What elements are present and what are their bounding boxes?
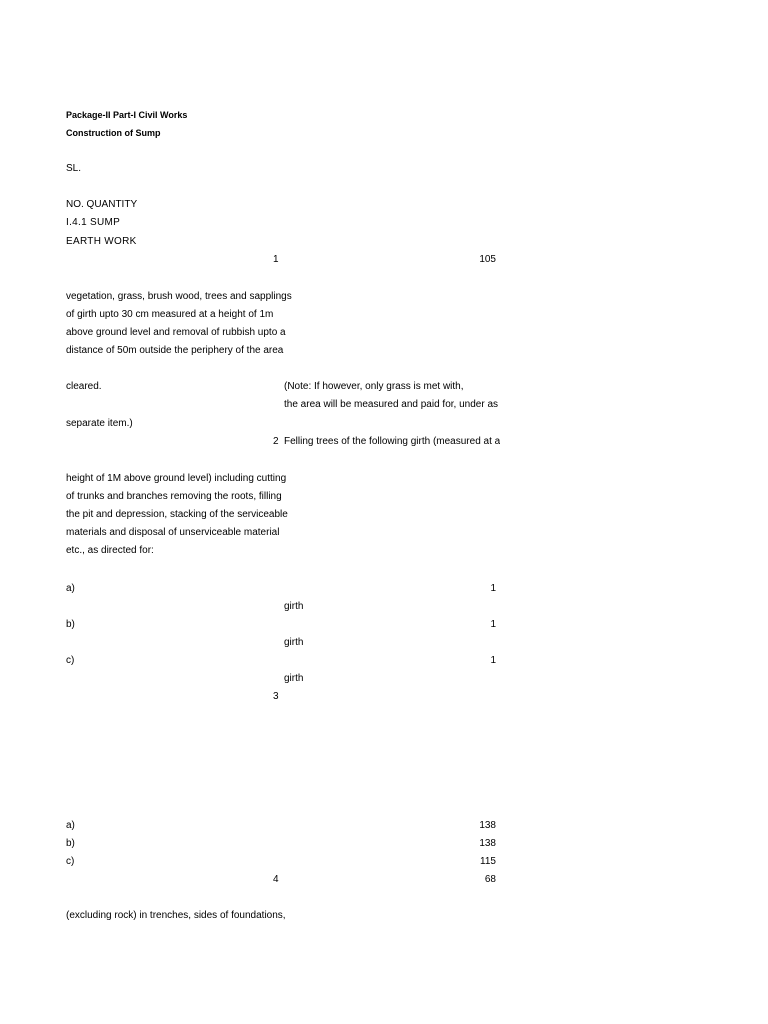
item1-line: of girth upto 30 cm measured at a height of 1m — [66, 309, 274, 320]
item2-sub-quantity: 1 — [490, 655, 496, 666]
item2-sub-label: a) — [66, 583, 75, 594]
item2-sub-girth: girth — [284, 673, 304, 684]
item1-number: 1 — [273, 254, 279, 265]
item2-line: materials and disposal of unserviceable material — [66, 527, 280, 538]
item2-title: Felling trees of the following girth (measured at a — [284, 436, 500, 447]
item1-note-line2: the area will be measured and paid for, under as — [284, 399, 499, 410]
section-code: I.4.1 SUMP — [66, 217, 121, 228]
item3-sub-label: c) — [66, 856, 75, 867]
construction-title: Construction of Sump — [66, 128, 161, 138]
item3-sub-label: a) — [66, 820, 75, 831]
item3-sub-quantity: 115 — [480, 856, 496, 867]
no-quantity-header: NO. QUANTITY — [66, 199, 138, 210]
item2-line: height of 1M above ground level) including cutting — [66, 473, 287, 484]
section-name: EARTH WORK — [66, 236, 137, 247]
item2-number: 2 — [273, 436, 279, 447]
item2-line: of trunks and branches removing the roots, filling — [66, 491, 282, 502]
item2-line: etc., as directed for: — [66, 545, 154, 556]
item1-line: distance of 50m outside the periphery of the area — [66, 345, 284, 356]
item3-sub-label: b) — [66, 838, 75, 849]
item4-line: (excluding rock) in trenches, sides of foundations, — [66, 910, 286, 921]
item3-number: 3 — [273, 691, 279, 702]
item2-sub-label: c) — [66, 655, 75, 666]
item1-quantity: 105 — [479, 254, 496, 265]
item1-note-line1: (Note: If however, only grass is met with, — [284, 381, 464, 392]
item2-sub-girth: girth — [284, 601, 304, 612]
item2-sub-label: b) — [66, 619, 75, 630]
item1-line: above ground level and removal of rubbish upto a — [66, 327, 286, 338]
item2-sub-quantity: 1 — [490, 583, 496, 594]
item2-sub-girth: girth — [284, 637, 304, 648]
item3-sub-quantity: 138 — [479, 820, 496, 831]
item2-line: the pit and depression, stacking of the serviceable — [66, 509, 288, 520]
sl-header: SL. — [66, 163, 82, 174]
item4-quantity: 68 — [484, 874, 496, 885]
item1-cleared: cleared. — [66, 381, 102, 392]
package-title: Package-II Part-I Civil Works — [66, 110, 188, 120]
item1-line: vegetation, grass, brush wood, trees and sapplings — [66, 291, 292, 302]
item4-number: 4 — [273, 874, 279, 885]
item3-sub-quantity: 138 — [479, 838, 496, 849]
item1-separate: separate item.) — [66, 418, 133, 429]
item2-sub-quantity: 1 — [490, 619, 496, 630]
